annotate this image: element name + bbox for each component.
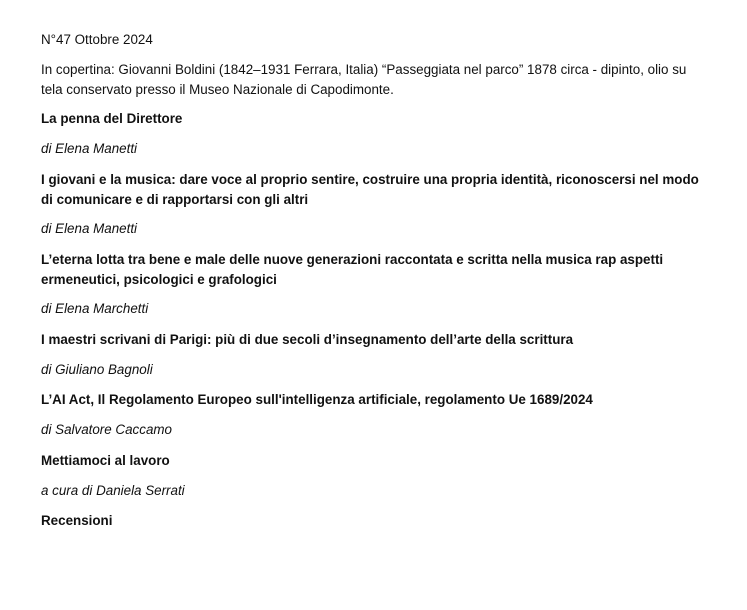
- article-title: I giovani e la musica: dare voce al proprio sentire, costruire una propria identità, riconoscersi nel modo di comunicare e di rapportarsi con gli altri: [41, 172, 699, 207]
- cover-description: In copertina: Giovanni Boldini (1842–1931 Ferrara, Italia) “Passeggiata nel parco” 1878 circa - dipinto, olio su tela conservato presso il Museo Nazionale di Capodimonte.: [41, 62, 687, 97]
- article-author: di Elena Manetti: [41, 141, 138, 156]
- article-title: La penna del Direttore: [41, 111, 183, 126]
- article-title: Mettiamoci al lavoro: [41, 453, 170, 468]
- article-author: di Elena Marchetti: [41, 301, 149, 316]
- article-title: L’AI Act, Il Regolamento Europeo sull'intelligenza artificiale, regolamento Ue 1689/2024: [41, 392, 593, 407]
- issue-number: N°47 Ottobre 2024: [41, 32, 153, 47]
- article-author: di Giuliano Bagnoli: [41, 362, 153, 377]
- article-title: L’eterna lotta tra bene e male delle nuove generazioni raccontata e scritta nella musica rap aspetti ermeneutici, psicologici e grafologici: [41, 252, 664, 287]
- article-author: di Salvatore Caccamo: [41, 422, 172, 437]
- article-author: di Elena Manetti: [41, 221, 138, 236]
- article-author: a cura di Daniela Serrati: [41, 483, 185, 498]
- article-title: Recensioni: [41, 513, 113, 528]
- article-title: I maestri scrivani di Parigi: più di due secoli d’insegnamento dell’arte della scrittura: [41, 332, 574, 347]
